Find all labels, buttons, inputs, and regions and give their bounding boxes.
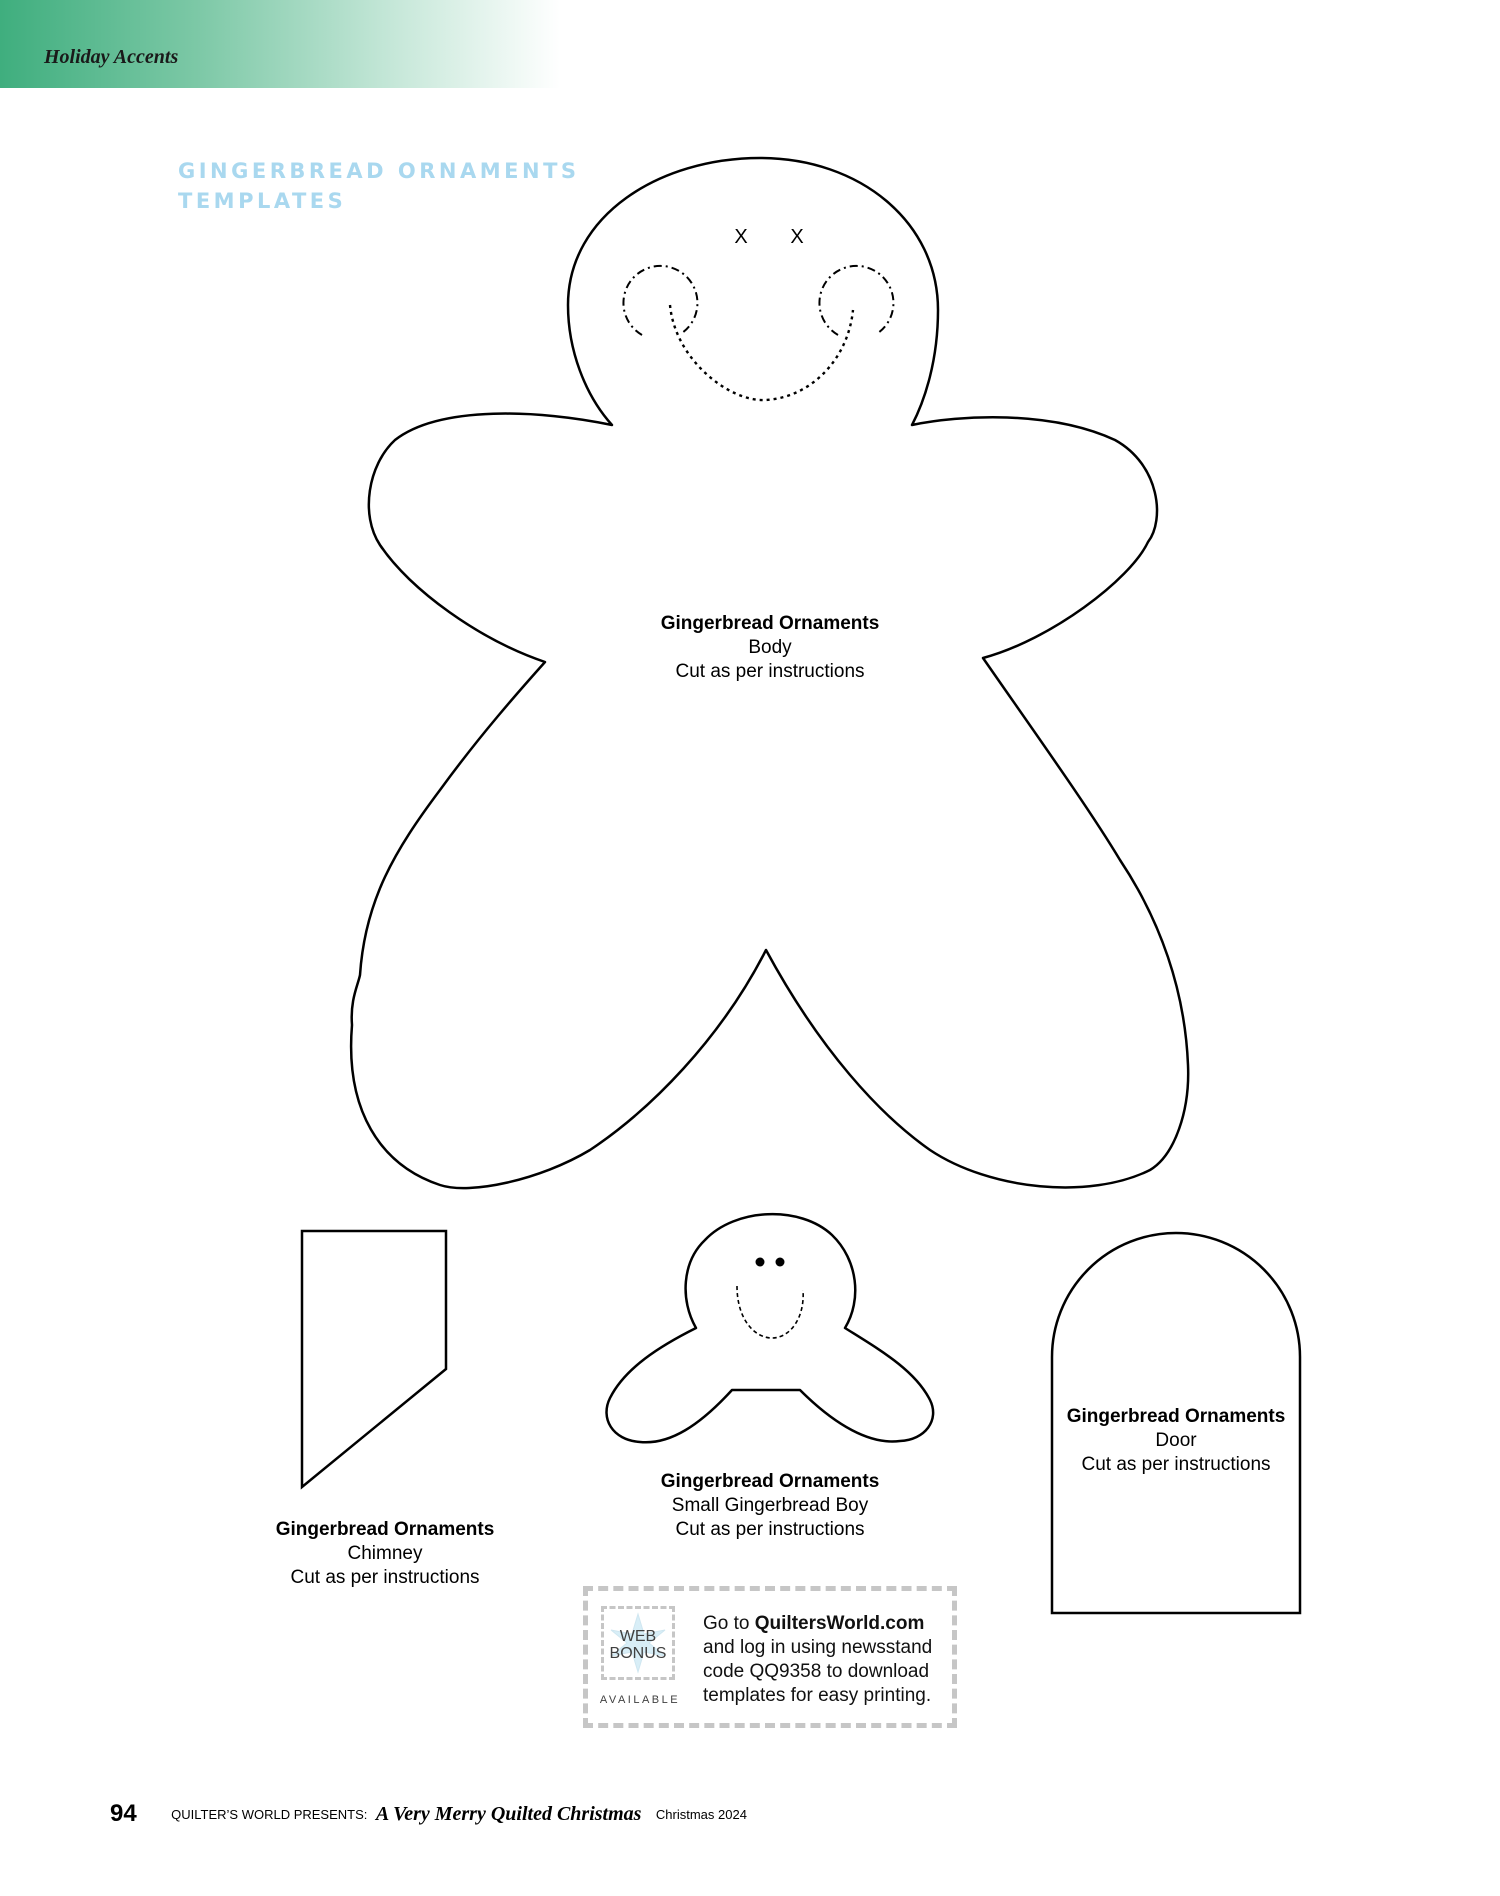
- chimney-template-outline: [302, 1231, 446, 1487]
- body-label-title: Gingerbread Ornaments: [660, 613, 880, 634]
- body-eye-left: X: [734, 226, 748, 248]
- small-boy-template-outline: [607, 1214, 934, 1442]
- web-bonus-badge-line2: BONUS: [609, 1645, 667, 1662]
- body-label: [570, 612, 970, 684]
- footer-publisher: QUILTER’S WORLD PRESENTS:: [171, 1806, 368, 1822]
- door-label-piece: Door: [1155, 1430, 1197, 1451]
- web-bonus-text: [703, 1612, 943, 1708]
- body-smile: [670, 305, 853, 400]
- body-label-piece: Body: [748, 637, 792, 658]
- small-boy-eye-left: [756, 1258, 765, 1267]
- page-footer: [110, 1800, 747, 1828]
- door-label-title: Gingerbread Ornaments: [1066, 1406, 1286, 1427]
- small-boy-label: [570, 1470, 970, 1542]
- web-bonus-text-before: Go to: [703, 1613, 755, 1634]
- web-bonus-box: [583, 1586, 957, 1728]
- body-eye-right: X: [790, 226, 804, 248]
- page-title-line-1: GINGERBREAD ORNAMENTS: [178, 159, 580, 183]
- chimney-label: [185, 1518, 585, 1590]
- web-bonus-text-after: and log in using newsstand code QQ9358 to download templates for easy printing.: [703, 1637, 933, 1706]
- small-boy-label-piece: Small Gingerbread Boy: [671, 1495, 869, 1516]
- page-number: 94: [110, 1800, 137, 1827]
- chimney-label-title: Gingerbread Ornaments: [275, 1519, 495, 1540]
- web-bonus-site-link[interactable]: QuiltersWorld.com: [754, 1613, 925, 1634]
- chimney-label-note: Cut as per instructions: [290, 1567, 480, 1588]
- web-bonus-badge-line1: WEB: [619, 1628, 657, 1645]
- small-boy-label-note: Cut as per instructions: [675, 1519, 865, 1540]
- footer-magazine-title: A Very Merry Quilted Christmas: [375, 1802, 642, 1825]
- door-label: [976, 1405, 1376, 1477]
- chimney-label-piece: Chimney: [347, 1543, 423, 1564]
- small-boy-eye-right: [776, 1258, 785, 1267]
- body-cheek-right: [819, 266, 893, 335]
- page-title-line-2: TEMPLATES: [178, 189, 347, 213]
- small-boy-label-title: Gingerbread Ornaments: [660, 1471, 880, 1492]
- small-boy-smile: [737, 1286, 803, 1338]
- footer-issue: Christmas 2024: [655, 1806, 747, 1822]
- body-cheek-left: [623, 266, 697, 335]
- web-bonus-badge-line3: AVAILABLE: [599, 1694, 681, 1706]
- door-label-note: Cut as per instructions: [1081, 1454, 1271, 1475]
- body-label-note: Cut as per instructions: [675, 661, 865, 682]
- web-bonus-badge: [601, 1606, 679, 1712]
- section-label: Holiday Accents: [44, 46, 179, 68]
